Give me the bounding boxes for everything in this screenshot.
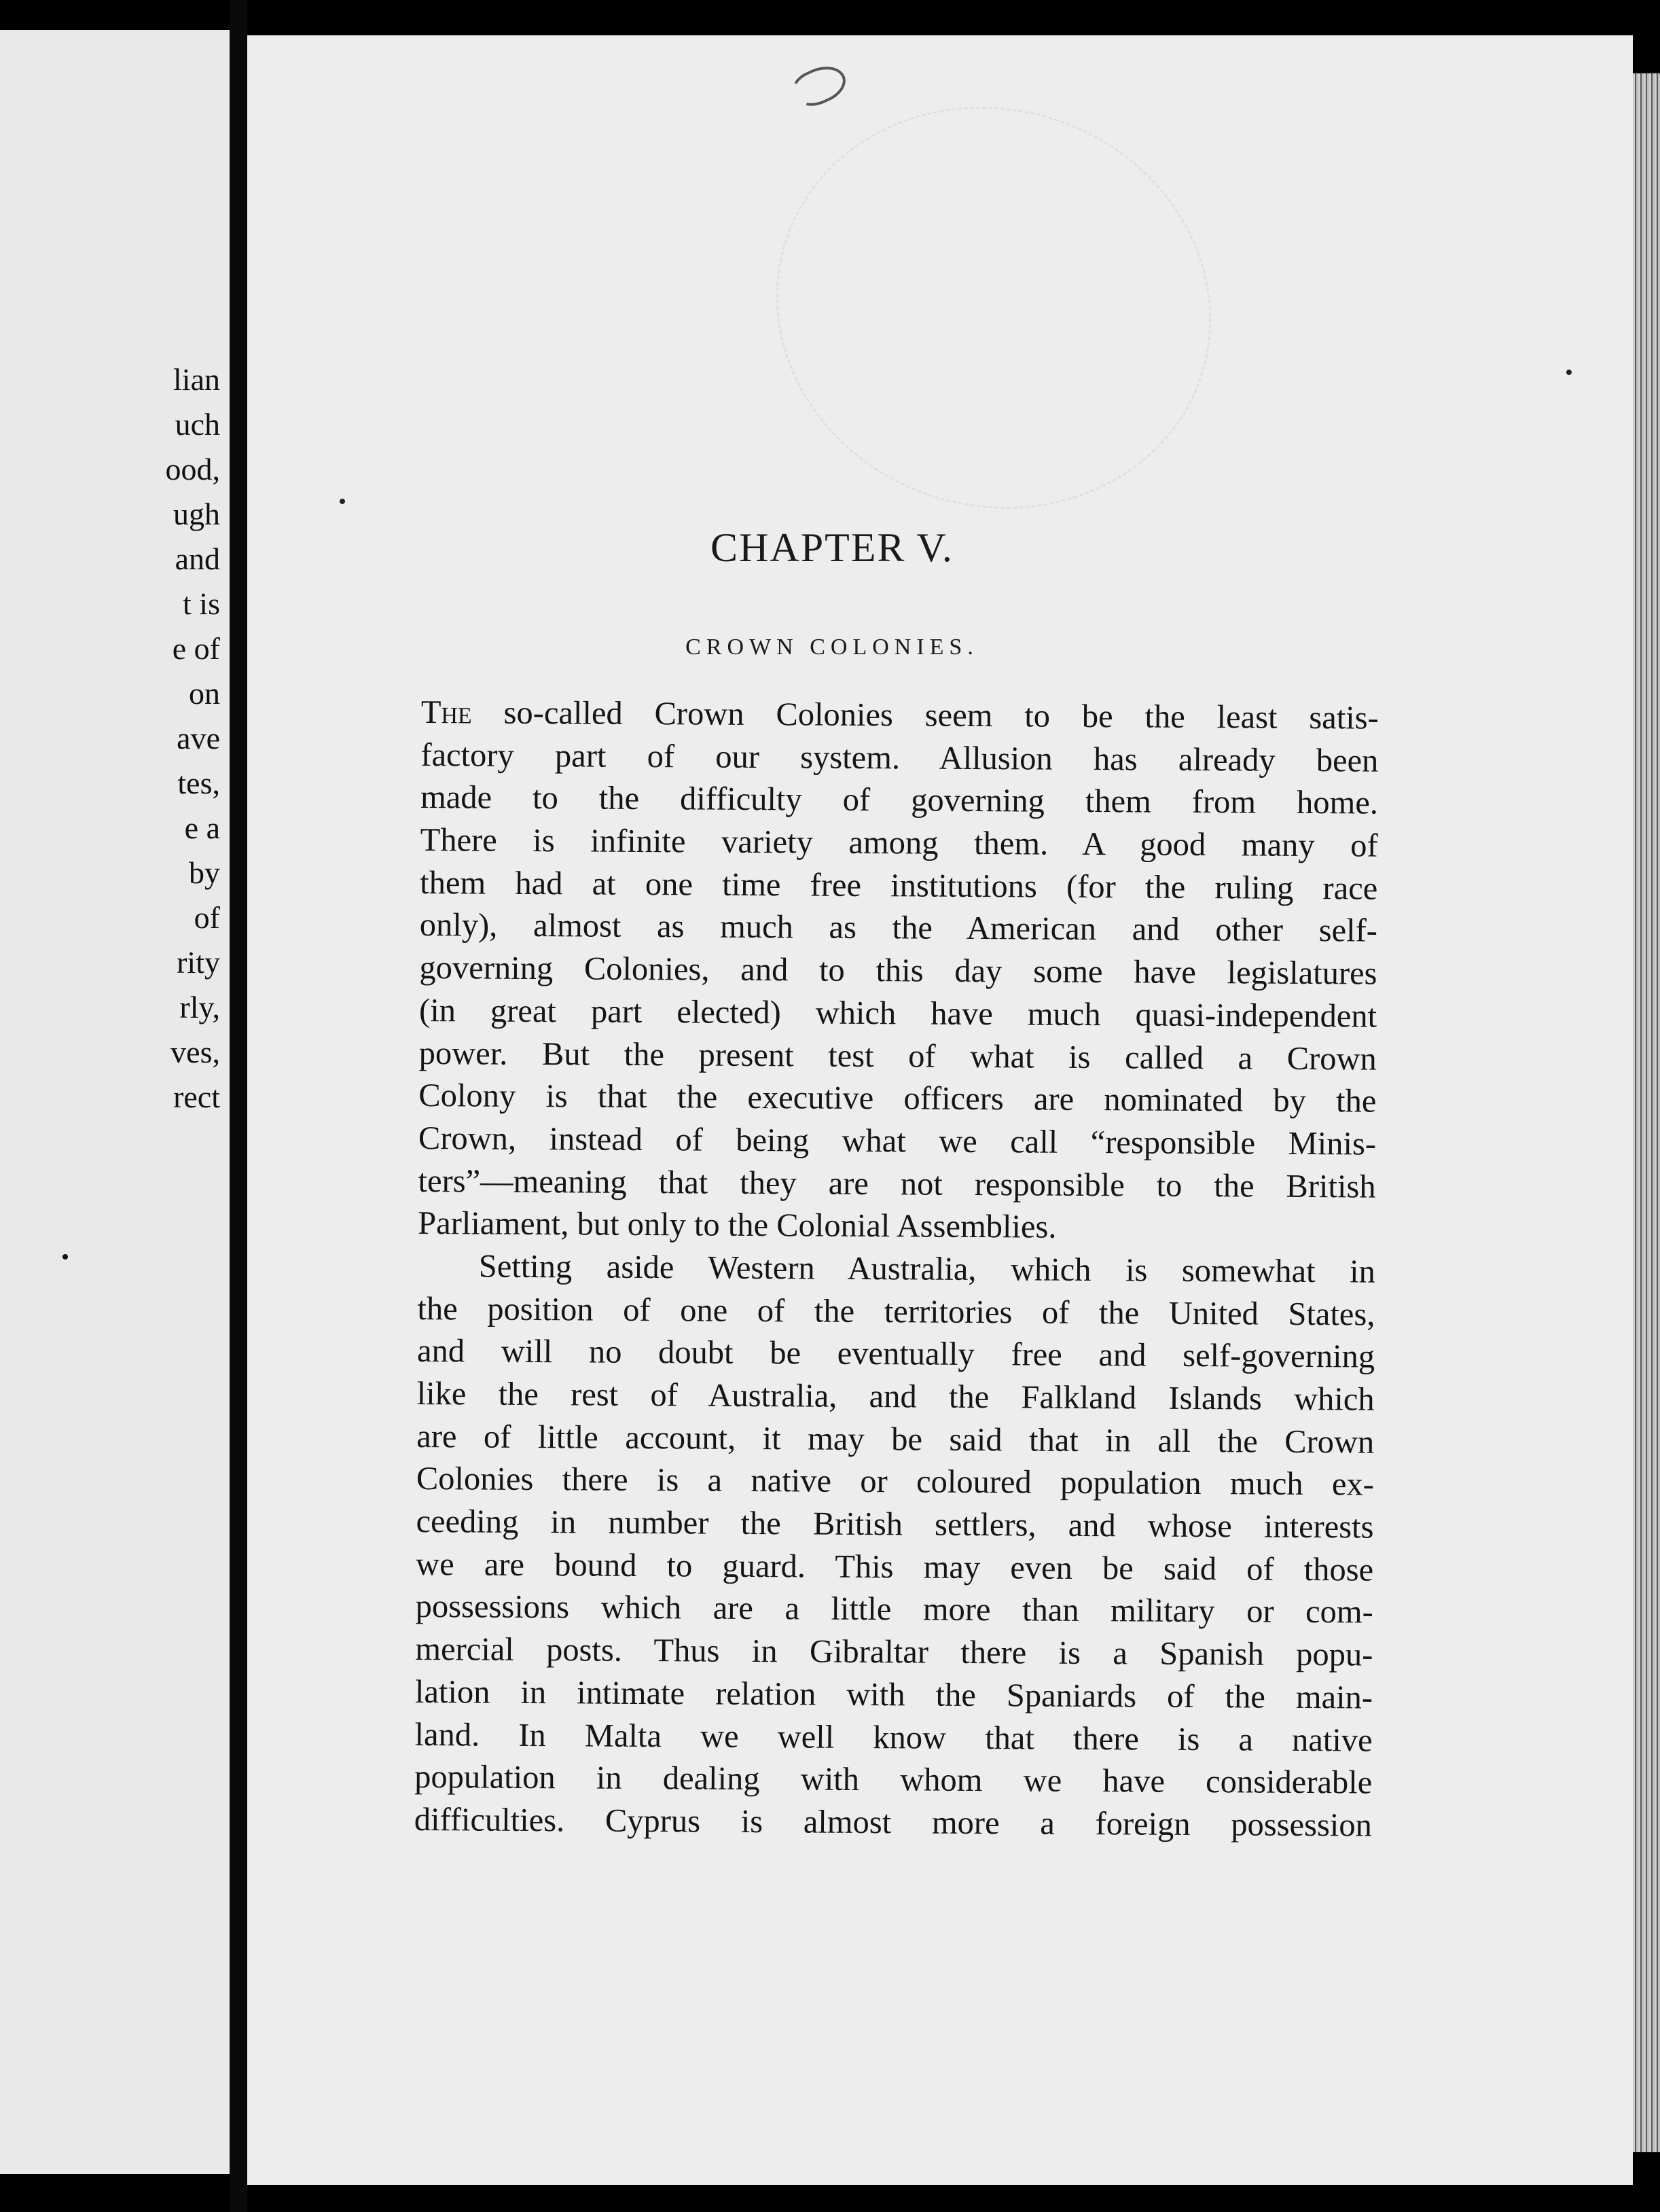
text-line: lation in intimate relation with the Spaniards of the main- (414, 1673, 1373, 1716)
left-page-fragment: tes, (177, 766, 220, 800)
chapter-body-text (414, 692, 1379, 1847)
left-page-fragment: t is (183, 586, 220, 621)
text-line: Crown, instead of being what we call “responsible Minis- (418, 1120, 1377, 1162)
text-line: land. In Malta we well know that there is a native (414, 1716, 1373, 1759)
text-line: There is infinite variety among them. A good many of (420, 822, 1378, 864)
ink-dot (340, 499, 345, 504)
text-line: Colony is that the executive officers are nominated by the (418, 1077, 1377, 1120)
left-page-fragment: by (189, 855, 220, 890)
left-page-fragment: rity (177, 945, 220, 980)
ink-dot (62, 1254, 68, 1260)
text-line (421, 692, 1379, 740)
left-page-fragment: ves, (170, 1035, 220, 1069)
left-page-fragment: rect (173, 1080, 220, 1114)
text-line: difficulties. Cyprus is almost more a foreign possession (414, 1801, 1372, 1844)
text-line: we are bound to guard. This may even be said of those (415, 1546, 1374, 1588)
text-line: mercial posts. Thus in Gibraltar there is a Spanish popu- (415, 1631, 1373, 1673)
left-page-fragment: ood, (165, 452, 220, 486)
chapter-title: CHAPTER V. (710, 525, 954, 570)
left-page-fragment: rly, (179, 990, 220, 1024)
text-line: ters”—meaning that they are not responsible to the British (418, 1162, 1376, 1205)
text-line: (in great part elected) which have much quasi-independent (418, 992, 1377, 1035)
left-page-fragment: of (194, 900, 220, 935)
text-line: only), almost as much as the American and other self- (419, 907, 1378, 950)
left-page-fragment: and (175, 541, 220, 576)
left-page-fragment: ugh (173, 497, 220, 531)
book-gutter (230, 0, 247, 2212)
ink-dot (1566, 370, 1572, 375)
text-line: like the rest of Australia, and the Falkland Islands which (416, 1375, 1375, 1418)
left-page-fragment: uch (175, 407, 220, 442)
text-line: and will no doubt be eventually free and self-governing (416, 1333, 1375, 1375)
text-line-rest: so-called Crown Colonies seem to be the least satis- (471, 694, 1379, 736)
text-line: the position of one of the territories of the United States, (417, 1290, 1375, 1333)
text-line: made to the difficulty of governing them from home. (420, 779, 1379, 821)
left-page-fragment: on (189, 676, 220, 711)
left-facing-page (0, 30, 230, 2174)
page-edge-stack (1633, 73, 1660, 2152)
text-line: ceeding in number the British settlers, and whose interests (416, 1503, 1374, 1546)
left-page-fragment: ave (177, 721, 220, 755)
text-line: possessions which are a little more than military or com- (415, 1588, 1373, 1631)
text-line: Colonies there is a native or coloured population much ex- (416, 1461, 1375, 1503)
chapter-subtitle: CROWN COLONIES. (685, 635, 979, 660)
text-line: are of little account, it may be said that in all the Crown (416, 1418, 1375, 1461)
text-line: Parliament, but only to the Colonial Assemblies. (418, 1205, 1057, 1245)
left-page-fragment: e a (184, 810, 220, 845)
text-line: population in dealing with whom we have considerable (414, 1759, 1373, 1801)
text-line: factory part of our system. Allusion has already been (420, 736, 1379, 779)
opening-small-caps: The (420, 694, 472, 731)
text-line: governing Colonies, and to this day some have legislatures (419, 950, 1377, 992)
text-line: power. But the present test of what is called a Crown (418, 1035, 1377, 1077)
text-line: them had at one time free institutions (for the ruling race (420, 864, 1378, 907)
left-page-fragment: lian (173, 362, 220, 397)
text-line: Setting aside Western Australia, which is somewhat in (478, 1248, 1375, 1290)
left-page-fragment: e of (172, 631, 220, 666)
